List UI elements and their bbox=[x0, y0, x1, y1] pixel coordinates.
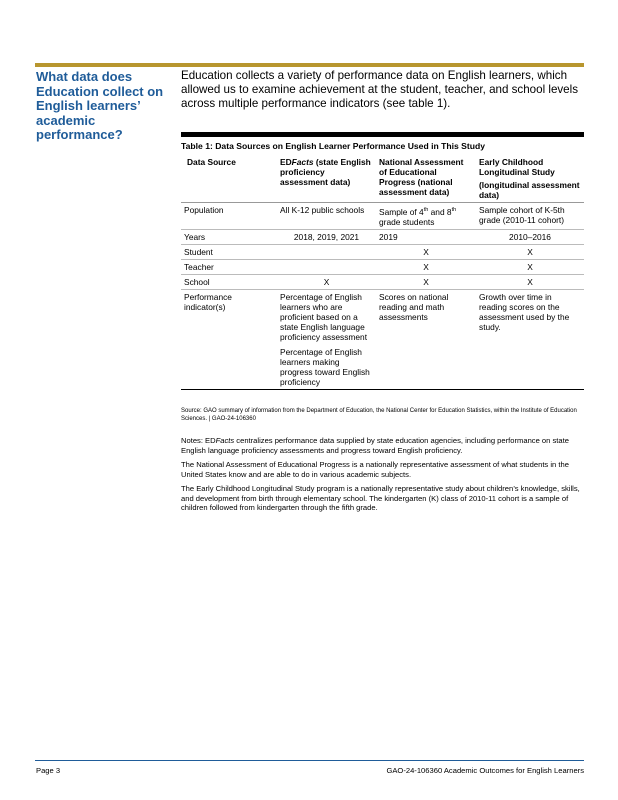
side-heading: What data does Education collect on English learners’ academic performance? bbox=[36, 69, 164, 142]
teacher-naep: X bbox=[376, 259, 476, 274]
student-edfacts bbox=[277, 244, 376, 259]
row-label-years: Years bbox=[181, 229, 277, 244]
student-ecls: X bbox=[476, 244, 584, 259]
performance-ecls: Growth over time in reading scores on the assessment used by the study. bbox=[476, 289, 584, 389]
note-ecls: The Early Childhood Longitudinal Study program is a nationally representative study about children’s knowledge, skills, and development from birth through elementary school. The kindergarten (K) class of 2010-11 cohort is a sample of children followed from kindergarten through the fifth grade. bbox=[181, 484, 580, 512]
table-title: Table 1: Data Sources on English Learner Performance Used in This Study bbox=[181, 141, 486, 151]
table-row bbox=[181, 203, 584, 230]
header-naep: National Assessment of Educational Progress (national assessment data) bbox=[376, 154, 476, 203]
table-top-rule bbox=[181, 132, 584, 137]
table-notes bbox=[181, 436, 584, 518]
population-naep: Sample of 4th and 8th grade students bbox=[376, 203, 476, 230]
teacher-edfacts bbox=[277, 259, 376, 274]
row-label-performance: Performance indicator(s) bbox=[181, 289, 277, 389]
intro-paragraph: Education collects a variety of performance data on English learners, which allowed us to examine achievement at the student, teacher, and school levels across multiple performance indicators (see table 1). bbox=[181, 69, 579, 110]
header-ecls: Early Childhood Longitudinal Study (longitudinal assessment data) bbox=[476, 154, 584, 203]
data-sources-table bbox=[181, 154, 584, 390]
table-row bbox=[181, 274, 584, 289]
note-naep: The National Assessment of Educational Progress is a nationally representative assessment of what students in the United States know and are able to do in various academic subjects. bbox=[181, 460, 569, 479]
years-edfacts: 2018, 2019, 2021 bbox=[277, 229, 376, 244]
table-source: Source: GAO summary of information from the Department of Education, the National Center for Education Statistics, within the Institute of Education Sciences. | GAO-24-106360 bbox=[181, 408, 577, 422]
table-row bbox=[181, 229, 584, 244]
table-row bbox=[181, 289, 584, 389]
school-naep: X bbox=[376, 274, 476, 289]
years-ecls: 2010–2016 bbox=[476, 229, 584, 244]
student-naep: X bbox=[376, 244, 476, 259]
population-edfacts: All K-12 public schools bbox=[277, 203, 376, 230]
footer-rule bbox=[35, 760, 584, 761]
row-label-school: School bbox=[181, 274, 277, 289]
teacher-ecls: X bbox=[476, 259, 584, 274]
table-header-row bbox=[181, 154, 584, 203]
population-ecls: Sample cohort of K-5th grade (2010-11 cohort) bbox=[476, 203, 584, 230]
top-rule bbox=[35, 63, 584, 67]
performance-naep: Scores on national reading and math assessments bbox=[376, 289, 476, 389]
performance-edfacts: Percentage of English learners who are proficient based on a state English language proficiency assessment Percentage of English learners making progress toward English proficiency bbox=[277, 289, 376, 389]
note-edfacts: Notes: EDFacts centralizes performance data supplied by state education agencies, including performance on state English language proficiency assessments and progress toward English proficiency. bbox=[181, 436, 569, 455]
school-ecls: X bbox=[476, 274, 584, 289]
school-edfacts: X bbox=[277, 274, 376, 289]
row-label-student: Student bbox=[181, 244, 277, 259]
header-data-source: Data Source bbox=[181, 154, 277, 203]
page-number: Page 3 bbox=[36, 766, 61, 775]
years-naep: 2019 bbox=[376, 229, 476, 244]
table-row bbox=[181, 244, 584, 259]
report-title: GAO-24-106360 Academic Outcomes for English Learners bbox=[386, 766, 584, 775]
table-row bbox=[181, 259, 584, 274]
header-edfacts: EDFacts (state English proficiency assessment data) bbox=[277, 154, 376, 203]
row-label-teacher: Teacher bbox=[181, 259, 277, 274]
row-label-population: Population bbox=[181, 203, 277, 230]
